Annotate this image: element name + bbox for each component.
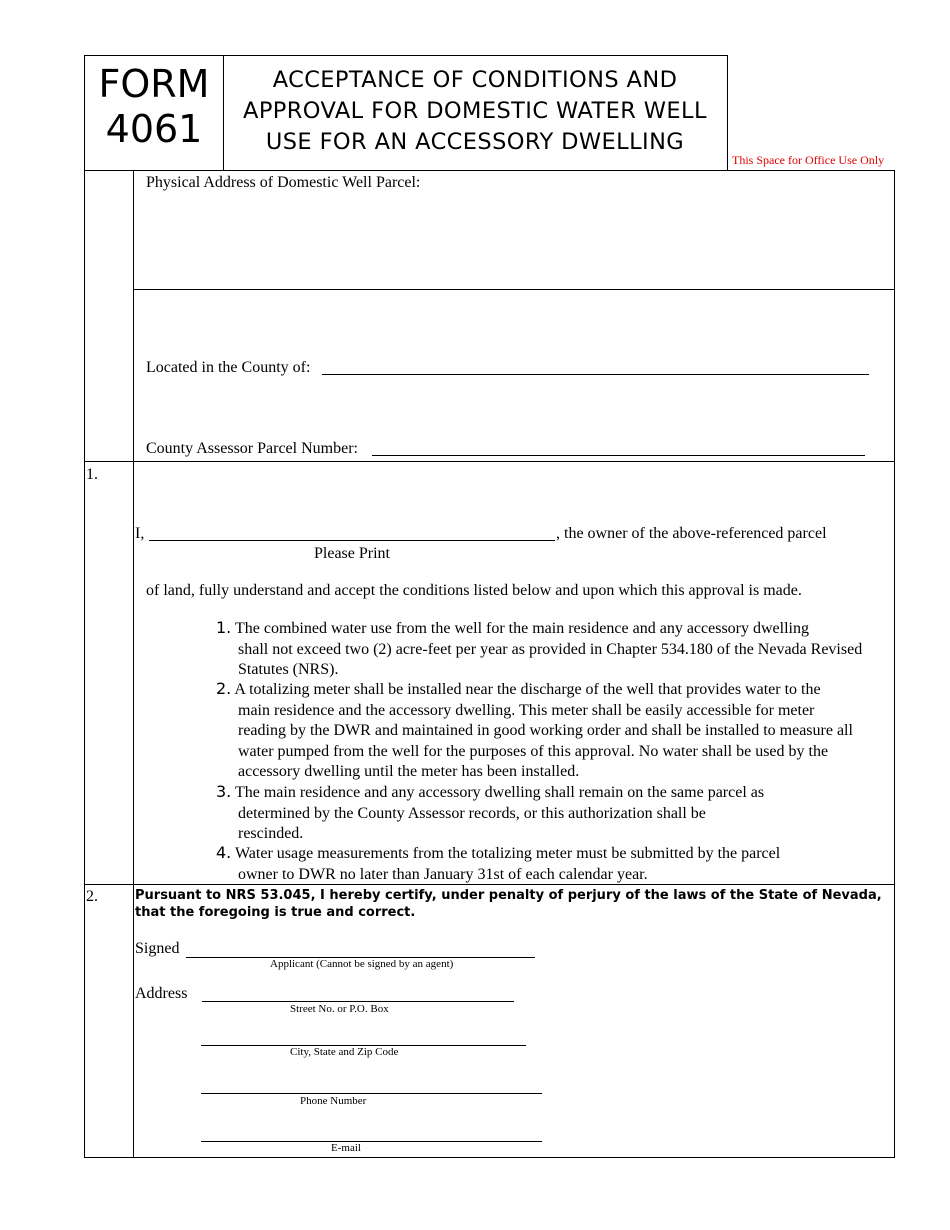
condition-2-rest: main residence and the accessory dwelling. This meter shall be easily accessible for meter reading by the DWR and maintained in good working order and shall be installed to measure all water pumped from the well for the purposes of this approval. No water shall be used by the accessory dwelling until the meter has been installed. — [238, 701, 853, 780]
condition-3-rest: determined by the County Assessor records, or this authorization shall be rescinded. — [238, 804, 706, 842]
phone-caption: Phone Number — [300, 1095, 367, 1107]
email-underline — [201, 1141, 542, 1142]
address-label: Physical Address of Domestic Well Parcel: — [146, 174, 421, 191]
email-field[interactable] — [202, 1123, 544, 1141]
condition-1-rest: shall not exceed two (2) acre-feet per year as provided in Chapter 534.180 of the Nevada Revised Statutes (NRS). — [238, 640, 863, 678]
condition-2 — [216, 679, 866, 783]
email-caption: E-mail — [331, 1142, 361, 1154]
office-use-note: This Space for Office Use Only — [732, 153, 885, 167]
form-label — [86, 62, 222, 152]
condition-3 — [216, 782, 866, 845]
title-line-1: ACCEPTANCE OF CONDITIONS AND — [272, 67, 678, 93]
title-line-3: USE FOR AN ACCESSORY DWELLING — [265, 129, 685, 155]
address-divider — [133, 289, 894, 290]
condition-1-first: The combined water use from the well for the main residence and any accessory dwelling — [234, 620, 809, 637]
condition-4-first: Water usage measurements from the totalizing meter must be submitted by the parcel — [234, 845, 781, 862]
section2-top-border — [84, 884, 895, 885]
conditions-intro: of land, fully understand and accept the conditions listed below and upon which this approval is made. — [146, 582, 802, 599]
street-field[interactable] — [203, 983, 515, 1001]
frame-right — [894, 170, 895, 1157]
condition-1 — [216, 618, 866, 681]
title-line-2: APPROVAL FOR DOMESTIC WATER WELL — [243, 98, 707, 124]
section2-number: 2. — [86, 888, 98, 905]
form-title — [225, 65, 725, 158]
frame-bottom — [84, 1157, 895, 1158]
county-label: Located in the County of: — [146, 359, 311, 376]
condition-2-number: 2. — [216, 679, 232, 698]
owner-prefix: I, — [135, 525, 145, 542]
header-bottom-border — [84, 170, 894, 171]
city-state-zip-field[interactable] — [202, 1027, 528, 1045]
section1-top-border — [84, 461, 895, 462]
header-right-border — [727, 55, 728, 170]
header-left-border — [84, 55, 85, 1157]
condition-3-number: 3. — [216, 782, 232, 801]
header-top-border — [84, 55, 727, 56]
street-underline — [202, 1001, 514, 1002]
header-divider — [223, 55, 224, 170]
signed-label: Signed — [135, 940, 180, 957]
address-section-label: Address — [135, 985, 188, 1002]
condition-3-first: The main residence and any accessory dwelling shall remain on the same parcel as — [234, 784, 765, 801]
signature-field[interactable] — [188, 939, 537, 957]
condition-4-number: 4. — [216, 843, 232, 862]
section1-number: 1. — [86, 466, 98, 483]
county-field[interactable] — [322, 356, 871, 374]
physical-address-field[interactable] — [146, 198, 890, 282]
condition-2-first: A totalizing meter shall be installed near the discharge of the well that provides water to the — [234, 681, 821, 698]
owner-name-field[interactable] — [150, 522, 556, 540]
form-number: 4061 — [105, 107, 203, 151]
apn-label: County Assessor Parcel Number: — [146, 440, 358, 457]
street-caption: Street No. or P.O. Box — [290, 1003, 389, 1015]
condition-4-rest: owner to DWR no later than January 31st of each calendar year. — [238, 865, 648, 883]
phone-field[interactable] — [202, 1075, 544, 1093]
frame-inner-left — [133, 170, 134, 1157]
phone-underline — [201, 1093, 542, 1094]
city-caption: City, State and Zip Code — [290, 1046, 399, 1058]
owner-suffix: , the owner of the above-referenced parcel — [556, 525, 827, 542]
certification-statement: Pursuant to NRS 53.045, I hereby certify, under penalty of perjury of the laws of the State of Nevada, that the foregoing is true and correct. — [135, 888, 882, 920]
apn-underline — [372, 455, 865, 456]
condition-1-number: 1. — [216, 618, 232, 637]
county-underline — [322, 374, 869, 375]
apn-field[interactable] — [372, 437, 866, 455]
signed-caption: Applicant (Cannot be signed by an agent) — [270, 958, 454, 970]
owner-underline — [149, 540, 555, 541]
condition-4 — [216, 843, 866, 885]
form-word: FORM — [98, 62, 210, 106]
please-print-caption: Please Print — [314, 545, 390, 562]
